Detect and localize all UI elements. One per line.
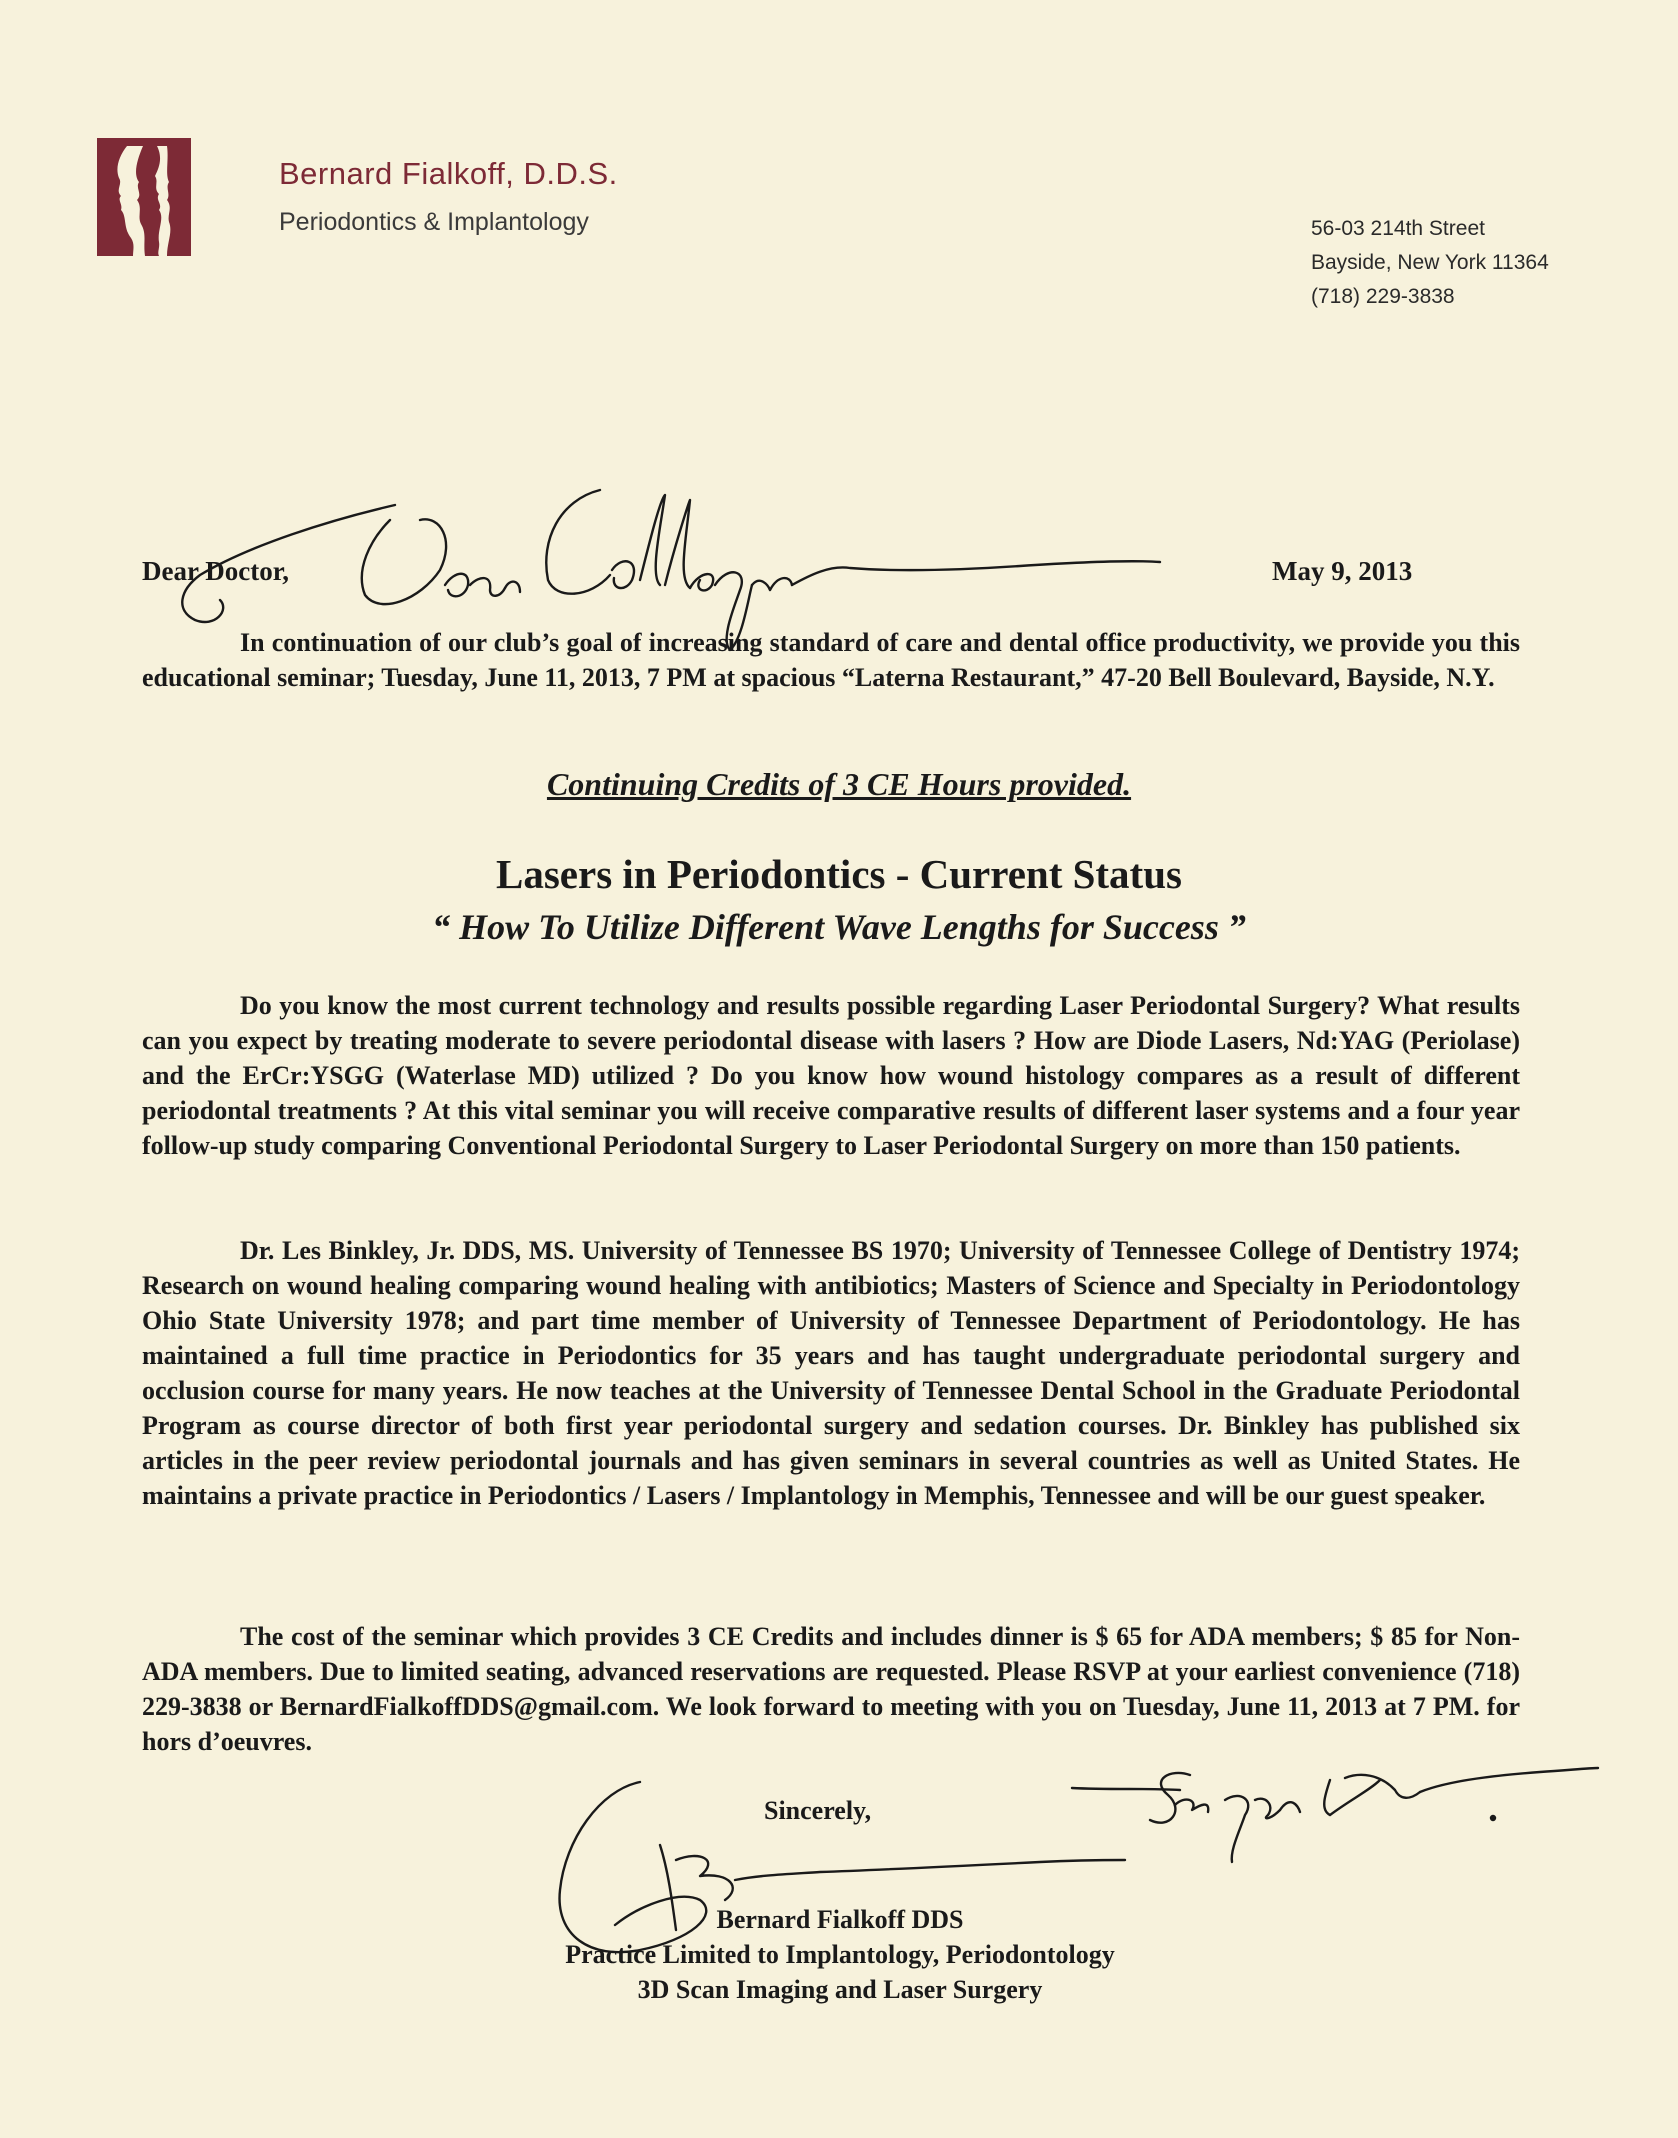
description-text: Do you know the most current technology and results possible regarding Laser Periodontal Surgery? What results can you expect by treating moderate to severe periodontal disease with lasers ? How are Diode Lasers, Nd:YAG (Periolase) and the ErCr:YSGG (Waterlase MD) utilized ? Do you know how wound histology compares as a result of different periodontal treatments ? At this vital seminar you will receive comparative results of different laser systems and a four year follow-up study comparing Conventional Periodontal Surgery to Laser Periodontal Surgery on more than 150 patients.: [142, 991, 1520, 1160]
salutation: Dear Doctor,: [142, 556, 289, 586]
speaker-bio-text: Dr. Les Binkley, Jr. DDS, MS. University of Tennessee BS 1970; University of Tennessee College of Dentistry 1974; Research on wound healing comparing wound healing with antibiotics; Masters of Science and Specialty in Periodontology Ohio State University 1978; and part time member of University of Tennessee Department of Periodontology. He has maintained a full time practice in Periodontics for 35 years and has taught undergraduate periodontal surgery and occlusion course for many years. He now teaches at the University of Tennessee Dental School in the Graduate Periodontal Program as course director of both first year periodontal surgery and sedation courses. Dr. Binkley has published six articles in the peer review periodontal journals and has given seminars in several countries as well as United States. He maintains a private practice in Periodontics / Lasers / Implantology in Memphis, Tennessee and will be our guest speaker.: [142, 1236, 1520, 1510]
description-paragraph: [142, 988, 1520, 1163]
seminar-title: Lasers in Periodontics - Current Status: [496, 851, 1182, 897]
signature-block: [430, 1902, 1250, 2007]
signer-name: Bernard Fialkoff DDS: [716, 1905, 964, 1934]
signer-practice: Practice Limited to Implantology, Periodontology: [565, 1940, 1115, 1969]
address-phone: (718) 229-3838: [1311, 285, 1455, 308]
doctor-name: Bernard Fialkoff, D.D.S.: [279, 156, 618, 191]
see-you-there-handwriting: [1072, 1768, 1598, 1862]
intro-paragraph: [142, 625, 1520, 695]
cost-rsvp-text: The cost of the seminar which provides 3 CE Credits and includes dinner is $ 65 for ADA members; $ 85 for Non-ADA members. Due to limited seating, advanced reservations are requested. Please RSVP at your earliest convenience (718) 229-3838 or BernardFialkoffDDS@gmail.com. We look forward to meeting with you on Tuesday, June 11, 2013 at 7 PM. for hors d’oeuvres.: [142, 1622, 1520, 1756]
address-street: 56-03 214th Street: [1311, 217, 1485, 240]
speaker-bio-paragraph: [142, 1233, 1520, 1513]
intro-text: In continuation of our club’s goal of increasing standard of care and dental office productivity, we provide you this educational seminar; Tuesday, June 11, 2013, 7 PM at spacious “Laterna Restaurant,” 47-20 Bell Boulevard, Bayside, N.Y.: [142, 628, 1520, 692]
seminar-subtitle: “ How To Utilize Different Wave Lengths for Success ”: [432, 907, 1246, 947]
ce-credits-heading: Continuing Credits of 3 CE Hours provided.: [546, 766, 1132, 802]
profile-faces-logo-icon: [97, 138, 191, 256]
letter-date: May 9, 2013: [1272, 556, 1413, 586]
address-city: Bayside, New York 11364: [1311, 251, 1549, 274]
cost-rsvp-paragraph: [142, 1619, 1520, 1759]
practice-address: [1311, 212, 1549, 314]
signer-specialties: 3D Scan Imaging and Laser Surgery: [637, 1975, 1043, 2004]
practice-specialty: Periodontics & Implantology: [279, 208, 589, 236]
closing: Sincerely,: [764, 1796, 872, 1825]
